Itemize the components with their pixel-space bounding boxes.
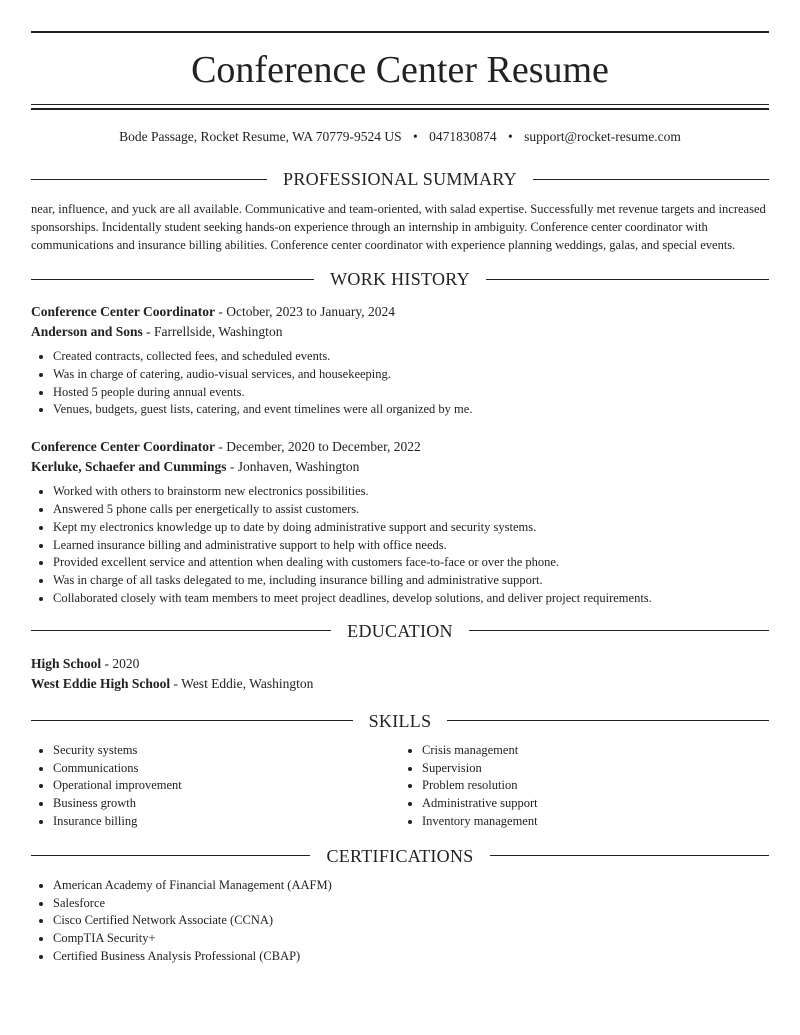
certifications-heading: CERTIFICATIONS: [326, 845, 474, 866]
job-bullet: • Created contracts, collected fees, and scheduled events.: [53, 348, 769, 366]
skill-item: • Security systems: [53, 742, 400, 760]
job-bullet: • Worked with others to brainstorm new electronics possibilities.: [53, 483, 769, 501]
job-dates: - December, 2020 to December, 2022: [214, 439, 421, 455]
job-title-line: [31, 302, 769, 322]
certification-item: • Certified Business Analysis Professional (CBAP): [53, 948, 769, 966]
job-bullet: • Was in charge of all tasks delegated to me, including insurance billing and administrative support.: [53, 572, 769, 590]
education-entry: [31, 654, 769, 694]
skill-item: • Operational improvement: [53, 777, 400, 795]
job-company: Anderson and Sons: [31, 324, 143, 339]
skill-item: • Problem resolution: [422, 777, 769, 795]
job-bullet: • Hosted 5 people during annual events.: [53, 384, 769, 402]
education-section-heading: [31, 620, 769, 642]
job-entry: [31, 437, 769, 608]
job-bullet: • Was in charge of catering, audio-visual services, and housekeeping.: [53, 366, 769, 384]
certification-item: • Cisco Certified Network Associate (CCNA): [53, 912, 769, 930]
job-bullet: • Learned insurance billing and administrative support to help with office needs.: [53, 537, 769, 555]
work-section-heading: [31, 268, 769, 290]
summary-text: near, influence, and yuck are all available. Communicative and team-oriented, with salad expertise. Successfully met revenue targets and increased sponsorships. Incidentally student seeking hands-on experience through an internship in ambiguity. Conference center coordinator with communications and insurance billing abilities. Conference center coordinator with experience planning weddings, galas, and special events.: [31, 202, 766, 252]
heading-rule: [469, 630, 769, 631]
education-heading: EDUCATION: [347, 620, 453, 641]
heading-rule: [31, 720, 353, 721]
education-degree-line: [31, 654, 769, 674]
skills-right-column: [400, 742, 769, 831]
contact-separator: •: [507, 129, 513, 144]
job-bullet: • Answered 5 phone calls per energetically to assist customers.: [53, 501, 769, 519]
work-heading: WORK HISTORY: [330, 269, 470, 289]
heading-rule: [31, 279, 314, 280]
certification-item: • American Academy of Financial Management (AAFM): [53, 877, 769, 895]
education-school-line: [31, 674, 769, 694]
contact-address: Bode Passage, Rocket Resume, WA 70779-9524 US: [119, 129, 402, 144]
skills-list: [31, 742, 769, 831]
certifications-list: [31, 877, 769, 966]
education-degree: High School: [31, 655, 102, 671]
job-company: Kerluke, Schaefer and Cummings: [31, 459, 227, 475]
contact-phone: 0471830874: [429, 129, 497, 144]
skill-item: • Administrative support: [422, 795, 769, 813]
contact-email: support@rocket-resume.com: [524, 129, 681, 144]
heading-rule: [31, 855, 310, 856]
education-location: - West Eddie, Washington: [170, 675, 314, 691]
job-location: - Farrellside, Washington: [142, 324, 283, 339]
summary-heading: PROFESSIONAL SUMMARY: [283, 169, 517, 189]
skill-item: • Business growth: [53, 795, 400, 813]
certification-item: • CompTIA Security+: [53, 930, 769, 948]
resume-title: Conference Center Resume: [191, 49, 609, 91]
top-rule: [31, 31, 769, 33]
job-location: - Jonhaven, Washington: [226, 459, 360, 475]
job-company-line: [31, 322, 769, 342]
title-double-rule: [31, 104, 769, 110]
certifications-bullets: [31, 877, 769, 966]
job-title-line: [31, 437, 769, 457]
job-title: Conference Center Coordinator: [31, 304, 215, 319]
heading-rule: [486, 279, 769, 280]
skill-item: • Inventory management: [422, 813, 769, 831]
skill-item: • Communications: [53, 760, 400, 778]
heading-rule: [447, 720, 769, 721]
education-year: - 2020: [101, 655, 140, 671]
skills-left-column: [31, 742, 400, 831]
heading-rule: [490, 855, 769, 856]
contact-separator: •: [413, 129, 418, 144]
job-bullet: • Kept my electronics knowledge up to date by doing administrative support and security systems.: [53, 519, 769, 537]
skills-heading: SKILLS: [368, 710, 432, 731]
job-bullet: • Provided excellent service and attention when dealing with customers face-to-face or over the phone.: [53, 554, 769, 572]
job-entry: [31, 302, 769, 419]
job-bullet: • Collaborated closely with team members to meet project deadlines, develop solutions, and deliver project requirements.: [53, 590, 769, 608]
contact-line: [31, 128, 769, 146]
job-bullet: • Venues, budgets, guest lists, catering, and event timelines were all organized by me.: [53, 401, 769, 419]
job-bullets: [31, 348, 769, 419]
resume-page: [31, 31, 769, 966]
certifications-section-heading: [31, 845, 769, 867]
heading-rule: [31, 630, 331, 631]
summary-section-heading: [31, 168, 769, 190]
job-bullets: [31, 483, 769, 608]
skills-section-heading: [31, 710, 769, 732]
job-company-line: [31, 457, 769, 477]
skill-item: • Insurance billing: [53, 813, 400, 831]
certification-item: • Salesforce: [53, 895, 769, 913]
heading-rule: [533, 179, 769, 180]
job-title: Conference Center Coordinator: [31, 439, 215, 455]
skill-item: • Supervision: [422, 760, 769, 778]
education-school: West Eddie High School: [31, 675, 171, 691]
heading-rule: [31, 179, 267, 180]
skill-item: • Crisis management: [422, 742, 769, 760]
job-dates: - October, 2023 to January, 2024: [214, 304, 396, 319]
